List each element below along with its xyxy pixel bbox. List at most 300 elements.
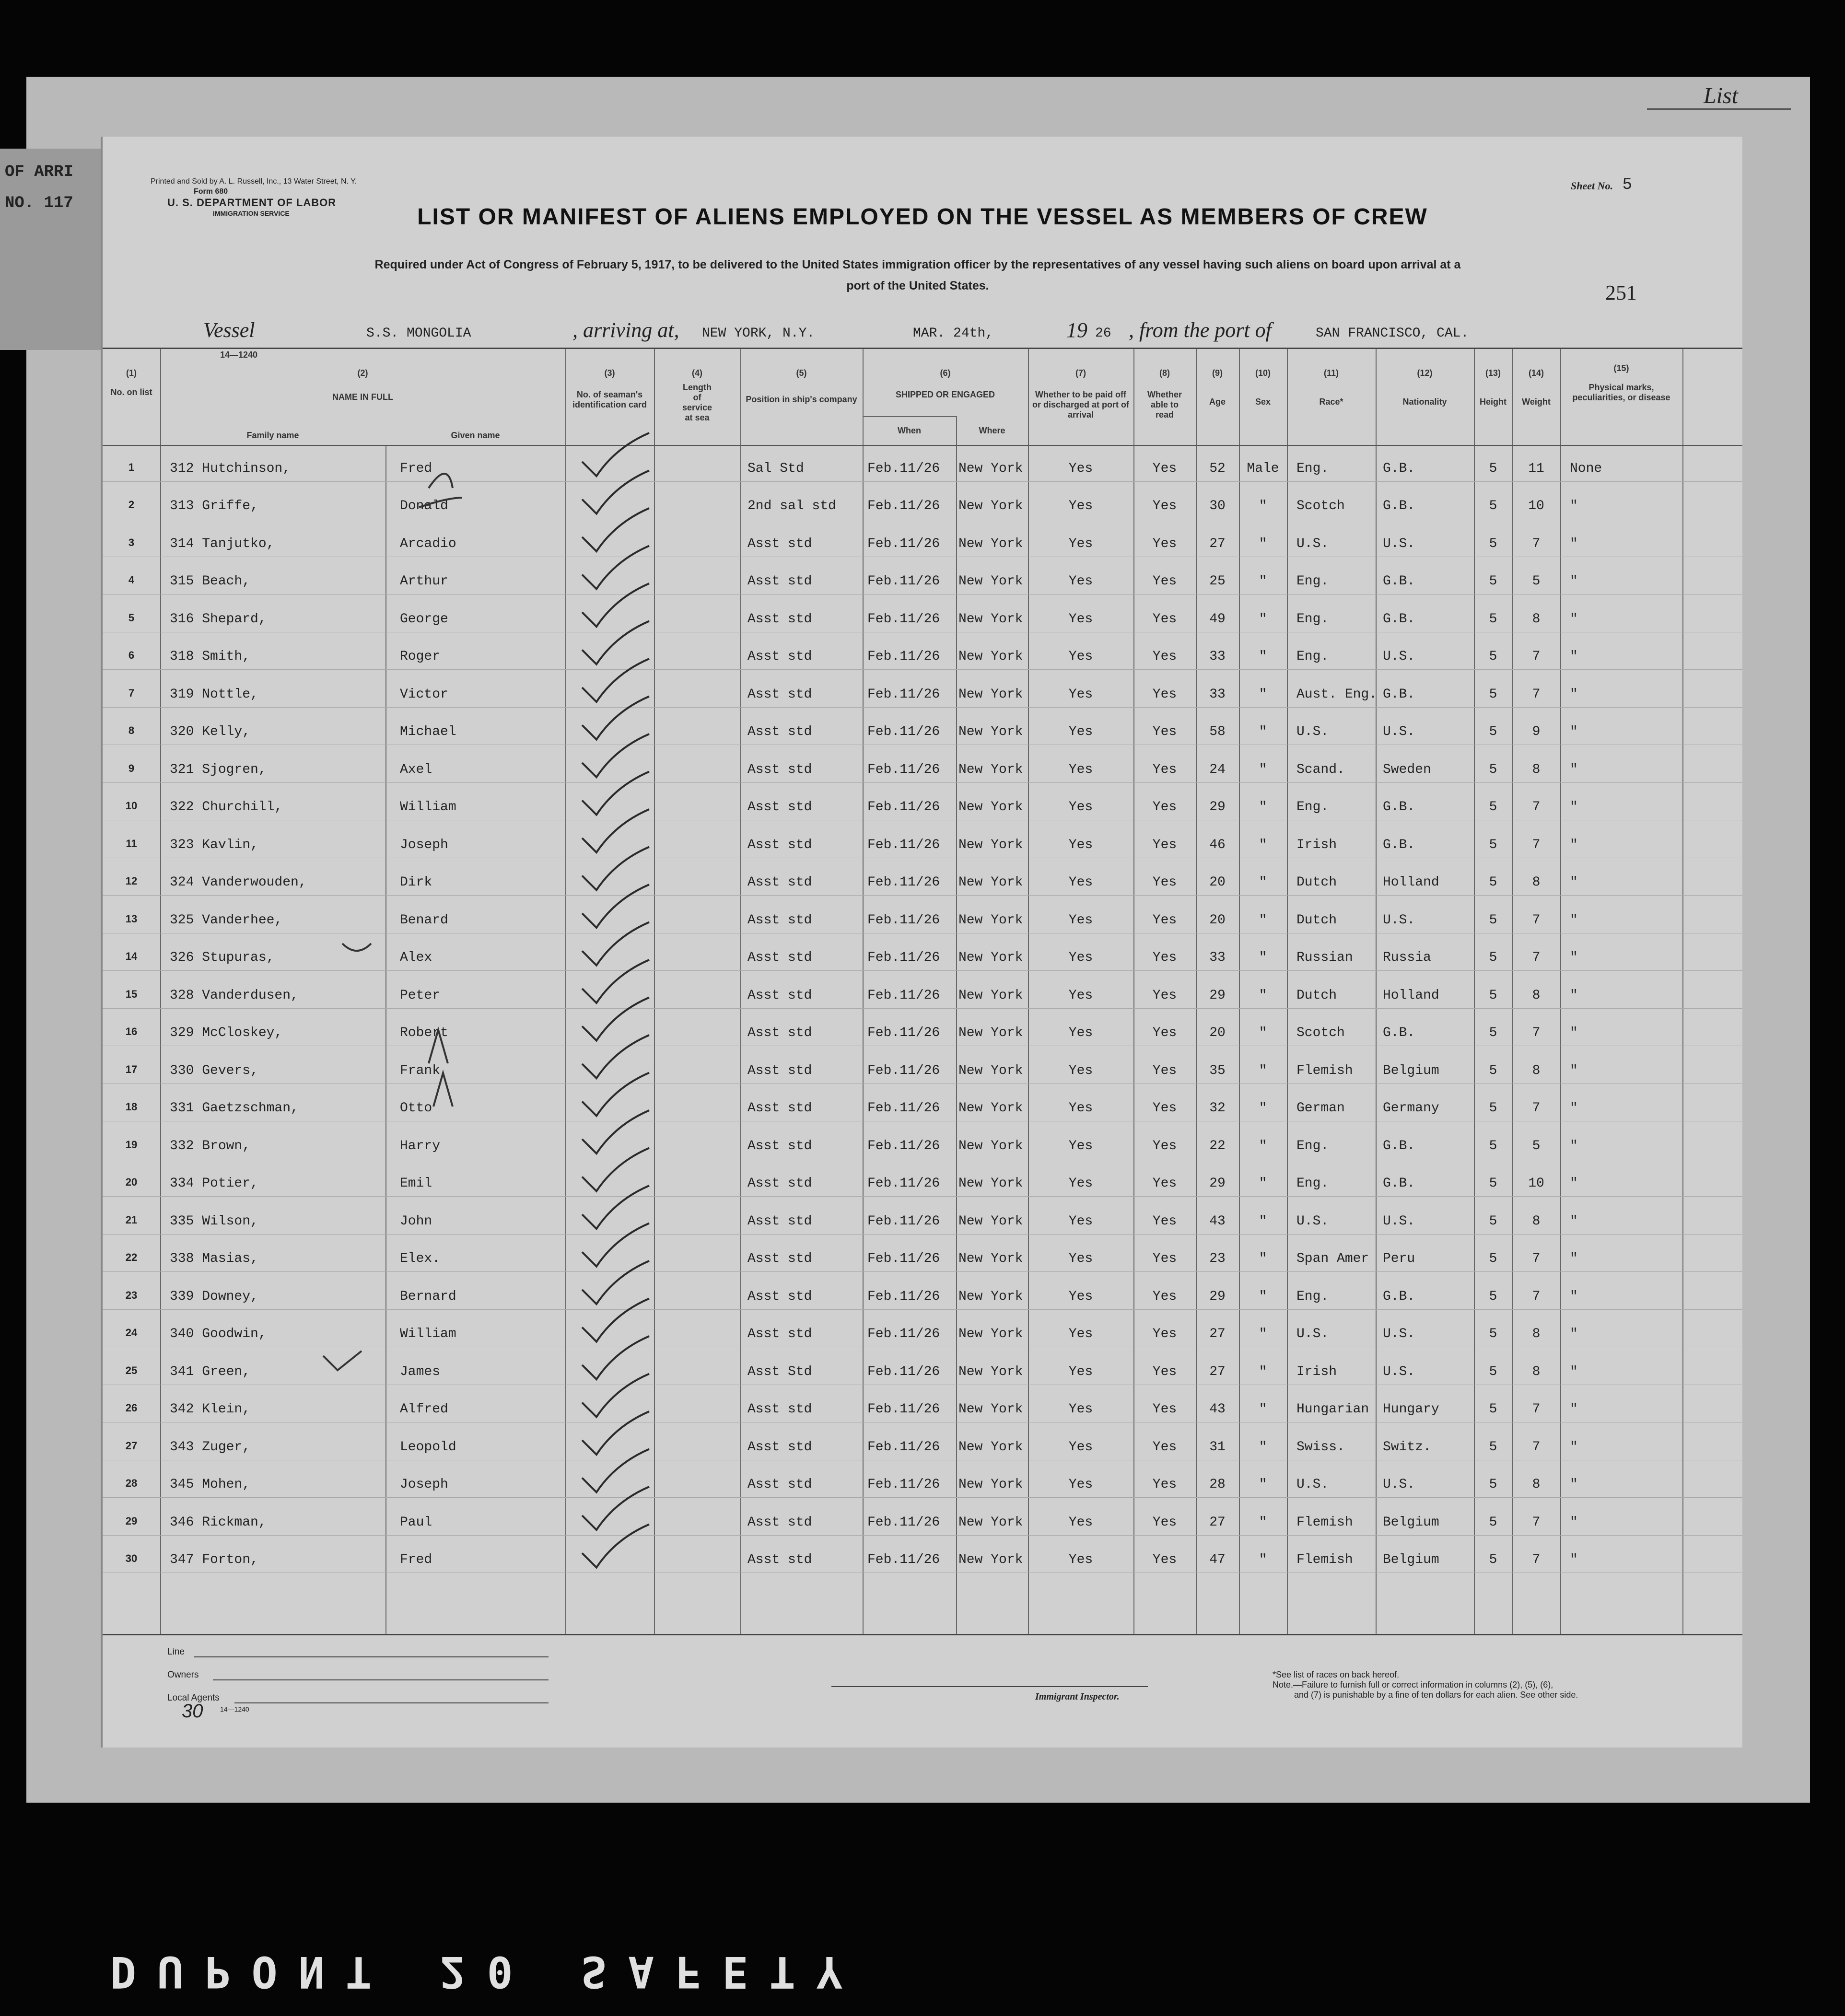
check-mark	[582, 1110, 649, 1154]
cell-height: 5	[1489, 1477, 1497, 1492]
cell-race: Scand.	[1296, 762, 1345, 777]
arriving-port: NEW YORK, N.Y.	[702, 326, 815, 341]
cell-weight: 5	[1532, 1138, 1541, 1154]
cell-position: Asst std	[747, 649, 812, 664]
cell-paid: Yes	[1068, 499, 1093, 513]
cell-family: 324 Vanderwouden,	[170, 875, 307, 890]
cell-weight: 7	[1532, 912, 1541, 928]
cell-read: Yes	[1152, 1439, 1177, 1455]
owners-underline	[213, 1679, 549, 1680]
cell-family: 332 Brown,	[170, 1138, 251, 1154]
cell-family: 320 Kelly,	[170, 724, 251, 739]
cell-nationality: U.S.	[1383, 1364, 1415, 1379]
check-mark	[582, 734, 649, 777]
cell-height: 5	[1489, 1289, 1497, 1304]
col6-number: (6)	[940, 368, 951, 378]
cell-read: Yes	[1152, 1025, 1177, 1040]
cell-age: 27	[1209, 1327, 1226, 1341]
check-mark	[582, 433, 649, 476]
cell-age: 30	[1209, 499, 1226, 513]
cell-given: Benard	[400, 912, 448, 928]
cell-sex: "	[1259, 1327, 1267, 1341]
cell-read: Yes	[1152, 912, 1177, 928]
cell-marks: "	[1570, 1477, 1578, 1492]
cell-when: Feb.11/26	[867, 499, 940, 513]
cell-position: Asst std	[747, 1552, 812, 1567]
cell-family: 328 Vanderdusen,	[170, 988, 299, 1003]
cell-when: Feb.11/26	[867, 1515, 940, 1530]
local-agents-label: Local Agents	[167, 1693, 220, 1703]
footer-form-code: 14—1240	[220, 1705, 249, 1713]
cell-age: 33	[1209, 950, 1226, 965]
cell-marks: "	[1570, 1439, 1578, 1455]
check-mark	[582, 508, 649, 551]
cell-paid: Yes	[1068, 1515, 1093, 1530]
cell-family: 312 Hutchinson,	[170, 461, 291, 476]
cell-weight: 8	[1532, 611, 1541, 627]
cell-weight: 7	[1532, 687, 1541, 702]
cell-race: Aust. Eng.	[1296, 687, 1378, 702]
cell-race: Flemish	[1296, 1515, 1353, 1530]
cell-marks: "	[1570, 1213, 1578, 1229]
cell-height: 5	[1489, 912, 1497, 928]
cell-position: Asst std	[747, 724, 812, 739]
cell-height: 5	[1489, 1327, 1497, 1341]
check-mark	[582, 659, 649, 702]
cell-age: 20	[1209, 1025, 1226, 1040]
agents-underline	[234, 1702, 549, 1703]
year-suffix: 26	[1095, 326, 1111, 341]
cell-race: Eng.	[1296, 800, 1329, 815]
cell-height: 5	[1489, 1063, 1497, 1078]
cell-height: 5	[1489, 687, 1497, 702]
cell-family: 331 Gaetzschman,	[170, 1101, 299, 1116]
cell-nationality: G.B.	[1383, 837, 1415, 852]
cell-given: Roger	[400, 649, 441, 664]
cell-height: 5	[1489, 1251, 1497, 1266]
cell-sex: "	[1259, 1402, 1267, 1417]
cell-height: 5	[1489, 1025, 1497, 1040]
cell-read: Yes	[1152, 1364, 1177, 1379]
cell-weight: 9	[1532, 724, 1541, 739]
cell-position: Asst std	[747, 912, 812, 928]
cell-given: Fred	[400, 1552, 432, 1567]
cell-paid: Yes	[1068, 1364, 1093, 1379]
cell-marks: "	[1570, 837, 1578, 852]
cell-nationality: U.S.	[1383, 912, 1415, 928]
col12-number: (12)	[1417, 368, 1433, 378]
cell-weight: 5	[1532, 574, 1541, 589]
cell-height: 5	[1489, 837, 1497, 852]
cell-when: Feb.11/26	[867, 762, 940, 777]
cell-position: Asst std	[747, 1101, 812, 1116]
cell-given: Alex	[400, 950, 432, 965]
cell-where: New York	[958, 1101, 1023, 1116]
cell-height: 5	[1489, 988, 1497, 1003]
cell-age: 27	[1209, 536, 1226, 551]
cell-paid: Yes	[1068, 611, 1093, 627]
cell-race: Eng.	[1296, 574, 1329, 589]
cell-race: Scotch	[1296, 1025, 1345, 1040]
cell-given: Victor	[400, 687, 448, 702]
cell-paid: Yes	[1068, 1176, 1093, 1191]
cell-family: 334 Potier,	[170, 1176, 258, 1191]
cell-where: New York	[958, 1327, 1023, 1341]
cell-nationality: Holland	[1383, 988, 1439, 1003]
cell-when: Feb.11/26	[867, 912, 940, 928]
cell-paid: Yes	[1068, 1251, 1093, 1266]
cell-paid: Yes	[1068, 1439, 1093, 1455]
check-mark	[582, 1224, 649, 1267]
cell-no: 16	[125, 1025, 138, 1037]
check-mark	[582, 471, 649, 514]
check-mark	[582, 583, 649, 627]
cell-race: U.S.	[1296, 1213, 1329, 1229]
cell-nationality: G.B.	[1383, 1025, 1415, 1040]
cell-nationality: G.B.	[1383, 687, 1415, 702]
cell-age: 58	[1209, 724, 1226, 739]
cell-no: 7	[128, 687, 135, 699]
cell-weight: 8	[1532, 1364, 1541, 1379]
cell-no: 8	[128, 724, 135, 736]
cell-nationality: G.B.	[1383, 499, 1415, 513]
cell-no: 4	[128, 574, 135, 586]
cell-family: 345 Mohen,	[170, 1477, 251, 1492]
cell-weight: 8	[1532, 1213, 1541, 1229]
cell-sex: "	[1259, 800, 1267, 815]
cell-when: Feb.11/26	[867, 1364, 940, 1379]
hand-mark: 30	[182, 1701, 203, 1722]
cell-height: 5	[1489, 574, 1497, 589]
cell-read: Yes	[1152, 1176, 1177, 1191]
cell-nationality: Belgium	[1383, 1515, 1439, 1530]
cell-sex: "	[1259, 988, 1267, 1003]
cell-where: New York	[958, 1515, 1023, 1530]
cell-nationality: Sweden	[1383, 762, 1431, 777]
cell-race: Dutch	[1296, 912, 1337, 928]
cell-no: 22	[125, 1251, 138, 1263]
check-mark	[582, 1449, 649, 1492]
col14-number: (14)	[1528, 368, 1544, 378]
service-label: IMMIGRATION SERVICE	[213, 210, 290, 217]
cell-position: Asst std	[747, 875, 812, 890]
cell-read: Yes	[1152, 1327, 1177, 1341]
cell-height: 5	[1489, 950, 1497, 965]
cell-when: Feb.11/26	[867, 800, 940, 815]
cell-height: 5	[1489, 800, 1497, 815]
cell-weight: 7	[1532, 1025, 1541, 1040]
subtitle-line-2: port of the United States.	[846, 279, 989, 292]
cell-marks: "	[1570, 1552, 1578, 1567]
cell-marks: "	[1570, 988, 1578, 1003]
col-no-on-list: No. on list	[110, 387, 152, 397]
cell-read: Yes	[1152, 499, 1177, 513]
cell-paid: Yes	[1068, 649, 1093, 664]
cell-sex: "	[1259, 574, 1267, 589]
cell-race: Flemish	[1296, 1063, 1353, 1078]
cell-sex: "	[1259, 875, 1267, 890]
cell-given: Peter	[400, 988, 441, 1003]
left-strip-line1: OF ARRI	[5, 163, 73, 181]
cell-given: William	[400, 800, 456, 815]
col-sex: Sex	[1255, 397, 1271, 407]
cell-paid: Yes	[1068, 536, 1093, 551]
cell-when: Feb.11/26	[867, 1402, 940, 1417]
cell-height: 5	[1489, 762, 1497, 777]
cell-when: Feb.11/26	[867, 1251, 940, 1266]
cell-nationality: G.B.	[1383, 800, 1415, 815]
vessel-name: S.S. MONGOLIA	[366, 326, 471, 341]
cell-where: New York	[958, 461, 1023, 476]
cell-weight: 7	[1532, 1439, 1541, 1455]
cell-sex: "	[1259, 611, 1267, 627]
check-mark	[582, 1525, 649, 1568]
cell-age: 29	[1209, 988, 1226, 1003]
col-shipped: SHIPPED OR ENGAGED	[895, 390, 995, 399]
cell-weight: 7	[1532, 649, 1541, 664]
cell-no: 6	[128, 649, 135, 661]
cell-family: 323 Kavlin,	[170, 837, 258, 852]
cell-marks: "	[1570, 800, 1578, 815]
cell-read: Yes	[1152, 875, 1177, 890]
page-subtitle	[227, 254, 1608, 296]
cell-age: 52	[1209, 461, 1226, 476]
cell-paid: Yes	[1068, 875, 1093, 890]
cell-where: New York	[958, 1439, 1023, 1455]
cell-race: Irish	[1296, 1364, 1337, 1379]
cell-given: Donald	[400, 499, 448, 513]
cell-where: New York	[958, 649, 1023, 664]
col-weight: Weight	[1522, 397, 1551, 407]
cell-age: 33	[1209, 649, 1226, 664]
cell-no: 21	[125, 1213, 138, 1226]
cell-race: Russian	[1296, 950, 1353, 965]
check-mark	[582, 960, 649, 1003]
cell-race: Eng.	[1296, 461, 1329, 476]
cell-given: Arthur	[400, 574, 448, 589]
cell-marks: "	[1570, 499, 1578, 513]
check-mark	[582, 998, 649, 1041]
cell-nationality: U.S.	[1383, 1213, 1415, 1229]
cell-no: 25	[125, 1364, 138, 1376]
col-given-name: Given name	[451, 431, 500, 440]
check-mark	[582, 1374, 649, 1417]
cell-marks: "	[1570, 1402, 1578, 1417]
cell-age: 29	[1209, 1289, 1226, 1304]
cell-where: New York	[958, 762, 1023, 777]
cell-read: Yes	[1152, 950, 1177, 965]
cell-position: Asst std	[747, 1176, 812, 1191]
cell-nationality: Holland	[1383, 875, 1439, 890]
cell-family: 338 Masias,	[170, 1251, 258, 1266]
cell-sex: "	[1259, 649, 1267, 664]
cell-age: 23	[1209, 1251, 1226, 1266]
cell-when: Feb.11/26	[867, 687, 940, 702]
cell-marks: "	[1570, 1515, 1578, 1530]
cell-read: Yes	[1152, 1213, 1177, 1229]
footer-note-2: Note.—Failure to furnish full or correct information in columns (2), (5), (6),	[1273, 1680, 1553, 1690]
arriving-label: , arriving at,	[572, 318, 679, 342]
cell-marks: "	[1570, 1138, 1578, 1154]
form-code: 14—1240	[220, 350, 258, 360]
cell-height: 5	[1489, 1176, 1497, 1191]
cell-position: Asst std	[747, 800, 812, 815]
cell-where: New York	[958, 1552, 1023, 1567]
cell-age: 33	[1209, 687, 1226, 702]
cell-read: Yes	[1152, 687, 1177, 702]
cell-position: Asst std	[747, 687, 812, 702]
cell-position: Asst std	[747, 1402, 812, 1417]
cell-when: Feb.11/26	[867, 950, 940, 965]
cell-given: Harry	[400, 1138, 441, 1154]
cell-nationality: G.B.	[1383, 611, 1415, 627]
cell-height: 5	[1489, 1515, 1497, 1530]
cell-sex: "	[1259, 724, 1267, 739]
cell-family: 326 Stupuras,	[170, 950, 275, 965]
cell-nationality: Germany	[1383, 1101, 1439, 1116]
cell-weight: 8	[1532, 1327, 1541, 1341]
cell-read: Yes	[1152, 1138, 1177, 1154]
cell-race: Dutch	[1296, 875, 1337, 890]
cell-when: Feb.11/26	[867, 1025, 940, 1040]
cell-sex: "	[1259, 1364, 1267, 1379]
cell-where: New York	[958, 1477, 1023, 1492]
cell-position: Asst std	[747, 1515, 812, 1530]
cell-given: Axel	[400, 762, 432, 777]
cell-when: Feb.11/26	[867, 1063, 940, 1078]
cell-age: 35	[1209, 1063, 1226, 1078]
cell-family: 316 Shepard,	[170, 611, 267, 627]
check-mark	[582, 1299, 649, 1342]
cell-paid: Yes	[1068, 1063, 1093, 1078]
cell-when: Feb.11/26	[867, 988, 940, 1003]
cell-no: 30	[125, 1552, 138, 1564]
col-able-read: Whether able to read	[1147, 390, 1182, 420]
cell-age: 20	[1209, 912, 1226, 928]
footer-notes	[1273, 1670, 1578, 1700]
cell-race: U.S.	[1296, 1327, 1329, 1341]
cell-position: Asst std	[747, 1477, 812, 1492]
cell-when: Feb.11/26	[867, 649, 940, 664]
cell-given: John	[400, 1213, 432, 1229]
cell-weight: 10	[1528, 1176, 1544, 1191]
cell-when: Feb.11/26	[867, 1176, 940, 1191]
cell-sex: "	[1259, 1439, 1267, 1455]
cell-nationality: G.B.	[1383, 1138, 1415, 1154]
cell-no: 14	[125, 950, 138, 962]
cell-given: Fred	[400, 461, 432, 476]
cell-when: Feb.11/26	[867, 875, 940, 890]
cell-family: 347 Forton,	[170, 1552, 258, 1567]
cell-no: 13	[125, 912, 138, 925]
cell-given: Dirk	[400, 875, 432, 890]
cell-where: New York	[958, 499, 1023, 513]
cell-sex: "	[1259, 687, 1267, 702]
cell-weight: 11	[1528, 461, 1544, 476]
printer-credit: Printed and Sold by A. L. Russell, Inc., 13 Water Street, N. Y.	[151, 177, 357, 186]
cell-height: 5	[1489, 1552, 1497, 1567]
cell-family: 342 Klein,	[170, 1402, 251, 1417]
manifest-sheet	[101, 137, 1742, 1748]
col7-number: (7)	[1075, 368, 1086, 378]
cell-sex: "	[1259, 1176, 1267, 1191]
cell-when: Feb.11/26	[867, 1439, 940, 1455]
cell-when: Feb.11/26	[867, 1552, 940, 1567]
col-when: When	[898, 426, 921, 435]
cell-marks: "	[1570, 1025, 1578, 1040]
cell-position: Asst std	[747, 1063, 812, 1078]
check-mark	[582, 1073, 649, 1116]
cell-age: 28	[1209, 1477, 1226, 1492]
cell-height: 5	[1489, 1138, 1497, 1154]
cell-marks: "	[1570, 649, 1578, 664]
cell-given: Elex.	[400, 1251, 441, 1266]
cell-nationality: G.B.	[1383, 574, 1415, 589]
col-nationality: Nationality	[1402, 397, 1447, 407]
cell-read: Yes	[1152, 574, 1177, 589]
cell-age: 49	[1209, 611, 1226, 627]
cell-age: 43	[1209, 1402, 1226, 1417]
cell-no: 17	[125, 1063, 138, 1075]
cell-no: 1	[128, 461, 135, 473]
cell-height: 5	[1489, 611, 1497, 627]
cell-where: New York	[958, 875, 1023, 890]
check-mark	[582, 885, 649, 928]
cell-read: Yes	[1152, 800, 1177, 815]
cell-weight: 10	[1528, 499, 1544, 513]
cell-position: Asst std	[747, 1327, 812, 1341]
cell-age: 43	[1209, 1213, 1226, 1229]
check-mark	[582, 809, 649, 852]
cell-paid: Yes	[1068, 762, 1093, 777]
cell-weight: 8	[1532, 1477, 1541, 1492]
cell-marks: "	[1570, 574, 1578, 589]
cell-family: 321 Sjogren,	[170, 762, 267, 777]
cell-no: 26	[125, 1402, 138, 1414]
cell-read: Yes	[1152, 724, 1177, 739]
cell-paid: Yes	[1068, 988, 1093, 1003]
cell-paid: Yes	[1068, 1327, 1093, 1341]
cell-paid: Yes	[1068, 687, 1093, 702]
cell-sex: "	[1259, 1552, 1267, 1567]
cell-paid: Yes	[1068, 1101, 1093, 1116]
page-title: LIST OR MANIFEST OF ALIENS EMPLOYED ON THE VESSEL AS MEMBERS OF CREW	[417, 204, 1428, 230]
cell-race: U.S.	[1296, 536, 1329, 551]
cell-position: Asst std	[747, 536, 812, 551]
cell-marks: "	[1570, 536, 1578, 551]
cell-race: Flemish	[1296, 1552, 1353, 1567]
cell-where: New York	[958, 1364, 1023, 1379]
cell-age: 20	[1209, 875, 1226, 890]
cell-read: Yes	[1152, 1289, 1177, 1304]
cell-paid: Yes	[1068, 912, 1093, 928]
col-race: Race*	[1319, 397, 1343, 407]
check-mark	[582, 922, 649, 966]
cell-paid: Yes	[1068, 1477, 1093, 1492]
cell-age: 32	[1209, 1101, 1226, 1116]
cell-sex: "	[1259, 1025, 1267, 1040]
cell-sex: Male	[1247, 461, 1279, 476]
cell-marks: "	[1570, 1289, 1578, 1304]
cell-where: New York	[958, 1063, 1023, 1078]
cell-no: 5	[128, 611, 135, 624]
check-mark	[582, 546, 649, 589]
from-port: SAN FRANCISCO, CAL.	[1316, 326, 1469, 341]
cell-where: New York	[958, 1138, 1023, 1154]
cell-height: 5	[1489, 1364, 1497, 1379]
cell-no: 23	[125, 1289, 138, 1301]
cell-family: 325 Vanderhee,	[170, 912, 283, 928]
